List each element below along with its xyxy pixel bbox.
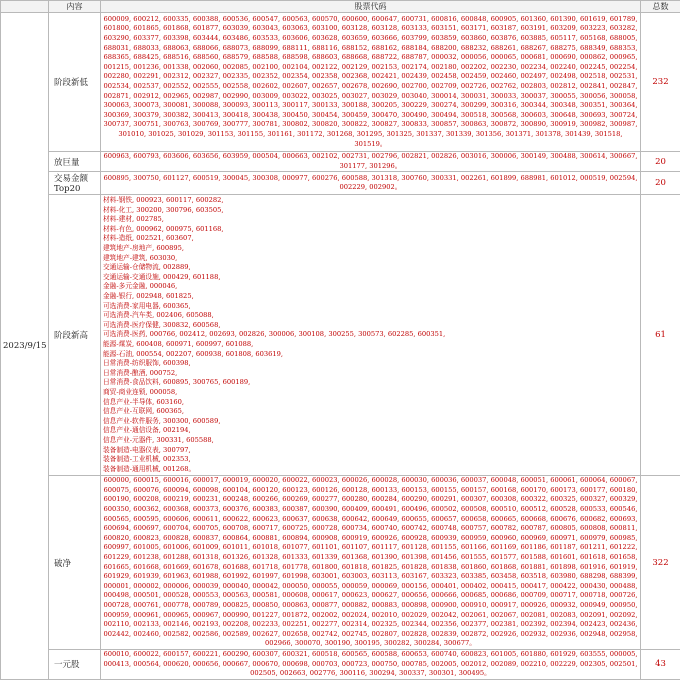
count-cell: 322 <box>641 476 680 650</box>
codes-cell: 600009, 600212, 600335, 600388, 600536, 600547, 600563, 600570, 600600, 600647, 600731, 600816, 600848, 600905, 601360, 601390, 601619, 601789, 601800, 601865, 601868, 601877, 603039, 603043, 603063, 603100, 603128, 603128, 603133, 603151, 603171, 603187, 603191, 603209, 603223, 603282, 603290, 603377, 603398, 603444, 603486, 603533, 603606, 603628, 603659, 603666, 603799, 603859, 603860, 603876, 603885, 605117, 605168, 688005, 688031, 688033, 688063, 688066, 688073, 688099, 688111, 688116, 688152, 688162, 688184, 688200, 688232, 688261, 688267, 688275, 688349, 688353, 688365, 688425, 688516, 688560, 688579, 688588, 688598, 688603, 688668, 688722, 688787, 000032, 000056, 000065, 000681, 000690, 000862, 000965, 001215, 001236, 001338, 002060, 002085, 002100, 002104, 002122, 002129, 002153, 002174, 002180, 002202, 002230, 002234, 002240, 002245, 002254, 002280, 002291, 002312, 002327, 002335, 002352, 002354, 002358, 002368, 002421, 002439, 002458, 002459, 002460, 002497, 002498, 002518, 002531, 002534, 002537, 002552, 002555, 002558, 002602, 002607, 002657, 002678, 002690, 002700, 002709, 002726, 002762, 002803, 002812, 002841, 002847, 002871, 002912, 002965, 002987, 002990, 003009, 003022, 003025, 003027, 003029, 003040, 300014, 300031, 300033, 300037, 300055, 300056, 300058, 300063, 300073, 300081, 300088, 300093, 300113, 300117, 300133, 300188, 300205, 300229, 300274, 300299, 300316, 300344, 300348, 300351, 300364, 300369, 300379, 300382, 300413, 300418, 300438, 300450, 300454, 300459, 300470, 300490, 300494, 300518, 300568, 300603, 300648, 300693, 300724, 300737, 300751, 300763, 300769, 300777, 300781, 300802, 300820, 300822, 300827, 300833, 300857, 300863, 300872, 300890, 300919, 300982, 300987, 301010, 301025, 301029, 301153, 301155, 301161, 301172, 301268, 301295, 301325, 301337, 301339, 301356, 301371, 301378, 301439, 301518, 301519。 <box>101 13 641 152</box>
industry-line: 材料-化工, 300200, 300796, 603505, <box>103 206 638 216</box>
table-row <box>1 172 680 195</box>
industry-line: 信息产业-元器件, 300331, 605588, <box>103 436 638 446</box>
industry-line: 能源-石油, 000554, 002207, 600938, 601808, 603619, <box>103 350 638 360</box>
industry-line: 可选消费-汽车类, 002406, 605088, <box>103 311 638 321</box>
industry-line: 信息产业-半导体, 603160, <box>103 398 638 408</box>
industry-line: 信息产业-软件服务, 300300, 600589, <box>103 417 638 427</box>
date-cell: 2023/9/15 <box>1 13 49 680</box>
table-row <box>1 476 680 650</box>
header-codes: 股票代码 <box>101 1 641 13</box>
header-row <box>1 1 680 13</box>
count-cell: 232 <box>641 13 680 152</box>
count-cell: 61 <box>641 195 680 476</box>
codes-cell: 600963, 600793, 603606, 603656, 603959, 000504, 000663, 002102, 002731, 002796, 002821, 002826, 003016, 300006, 300149, 300488, 300614, 300667, 301177, 301296。 <box>101 152 641 172</box>
category-cell: 一元股 <box>49 649 101 679</box>
table-row <box>1 152 680 172</box>
industry-line: 信息产业-通信设备, 002194, <box>103 426 638 436</box>
industry-line: 金融-多元金融, 000046, <box>103 282 638 292</box>
industry-line: 可选消费-医疗保健, 300832, 600568, <box>103 321 638 331</box>
industry-line: 商贸-商业连锁, 000058, <box>103 388 638 398</box>
industry-line: 装备制造-电器仪表, 300797, <box>103 446 638 456</box>
category-cell: 阶段新低 <box>49 13 101 152</box>
codes-cell <box>101 195 641 476</box>
industry-line: 建筑地产-房地产, 600895, <box>103 244 638 254</box>
header-total: 总数 <box>641 1 680 13</box>
category-cell: 放巨量 <box>49 152 101 172</box>
industry-line: 能源-煤炭, 600408, 600971, 600997, 601088, <box>103 340 638 350</box>
table-row <box>1 195 680 476</box>
industry-line: 材料-钢铁, 000923, 600117, 600282, <box>103 196 638 206</box>
codes-cell: 600010, 600022, 600157, 600221, 600290, 600307, 600321, 600518, 600565, 600588, 600653, 600740, 600823, 601005, 601880, 601929, 603555, 000005, 000413, 000564, 000620, 000656, 000667, 000670, 000698, 000703, 000723, 000750, 000785, 002005, 002012, 002089, 002210, 002229, 002305, 002501, 002505, 002663, 002776, 300116, 300294, 300337, 300301, 300495。 <box>101 649 641 679</box>
industry-line: 日常消费-食品饮料, 600895, 300765, 600189, <box>103 378 638 388</box>
industry-line: 可选消费-医药, 000766, 002412, 002693, 002826, 300006, 300108, 300255, 300573, 602285, 600351, <box>103 330 638 340</box>
count-cell: 43 <box>641 649 680 679</box>
industry-line: 信息产业-互联网, 600365, <box>103 407 638 417</box>
industry-line: 材料-有色, 000962, 000975, 601168, <box>103 225 638 235</box>
industry-line: 材料-建材, 002785, <box>103 215 638 225</box>
count-cell: 20 <box>641 172 680 195</box>
industry-line: 装备制造-工业机械, 002353, <box>103 455 638 465</box>
header-date <box>1 1 49 13</box>
industry-line: 日常消费-纺织服饰, 600398, <box>103 359 638 369</box>
category-cell: 交易金额Top20 <box>49 172 101 195</box>
industry-line: 日常消费-酿酒, 000752, <box>103 369 638 379</box>
codes-cell: 600000, 600015, 600016, 600017, 600019, 600020, 600022, 600023, 600026, 600028, 600030, 600036, 600037, 600048, 600051, 600061, 600064, 600067, 600075, 600076, 600094, 600098, 600104, 600120, 600123, 600126, 600128, 600133, 600153, 600155, 600157, 600168, 600170, 600173, 600177, 600180, 600190, 600208, 600219, 600231, 600248, 600266, 600269, 600277, 600280, 600284, 600290, 600291, 600307, 600308, 600322, 600325, 600327, 600329, 600350, 600362, 600368, 600373, 600376, 600383, 600387, 600390, 600409, 600491, 600496, 600502, 600508, 600510, 600512, 600528, 600533, 600546, 600565, 600595, 600606, 600611, 600622, 600623, 600637, 600638, 600642, 600649, 600655, 600657, 600658, 600665, 600668, 600676, 600682, 600693, 600694, 600697, 600704, 600705, 600708, 600717, 600725, 600728, 600734, 600740, 600742, 600748, 600757, 600782, 600787, 600805, 600808, 600811, 600820, 600823, 600828, 600837, 600864, 600881, 600894, 600908, 600919, 600926, 600928, 600939, 600959, 600960, 600969, 600971, 600979, 600985, 600997, 601005, 601006, 601009, 601011, 601018, 601077, 601101, 601107, 601117, 601128, 601155, 601166, 601169, 601186, 601187, 601211, 601222, 601229, 601238, 601288, 601318, 601326, 601328, 601333, 601339, 601368, 601390, 601398, 601456, 601555, 601577, 601588, 601601, 601618, 601658, 601665, 601668, 601669, 601678, 601688, 601718, 601778, 601800, 601818, 601825, 601828, 601838, 601860, 601868, 601881, 601898, 601916, 601919, 601929, 601939, 601963, 601988, 601992, 601997, 601998, 603001, 603003, 603113, 603167, 603323, 603385, 603458, 603518, 603980, 688298, 688399, 000001, 000002, 000006, 000039, 000040, 000042, 000050, 000055, 000059, 000069, 000156, 000401, 000402, 000415, 000417, 000422, 000430, 000488, 000498, 000501, 000528, 000553, 000563, 000581, 000608, 000617, 000623, 000627, 000656, 000666, 000685, 000686, 000709, 000717, 000718, 000726, 000728, 000761, 000778, 000789, 000825, 000850, 000863, 000877, 000882, 000883, 000898, 000900, 000910, 000917, 000926, 000932, 000949, 000950, 000959, 000961, 000965, 000967, 000990, 001227, 001872, 002002, 002024, 002010, 002029, 002042, 002061, 002067, 002081, 002083, 002091, 002092, 002110, 002133, 002146, 002193, 002208, 002233, 002251, 002277, 002314, 002325, 002344, 002356, 002377, 002381, 002392, 002394, 002423, 002436, 002442, 002460, 002582, 002586, 002589, 002627, 002658, 002742, 002745, 002807, 002828, 002839, 002872, 002926, 002932, 002936, 002948, 002958, 002966, 300070, 300190, 300195, 300282, 300284, 300677。 <box>101 476 641 650</box>
table-row <box>1 649 680 679</box>
industry-line: 材料-造纸, 002521, 603607, <box>103 234 638 244</box>
codes-cell: 600895, 300750, 601127, 600519, 300045, 300308, 000977, 600276, 600588, 301318, 300760, 300331, 002261, 601899, 688981, 601012, 000519, 002594, 002229, 002902。 <box>101 172 641 195</box>
count-cell: 20 <box>641 152 680 172</box>
industry-line: 金融-银行, 002948, 601825, <box>103 292 638 302</box>
industry-line: 交通运输-交通设施, 000429, 601188, <box>103 273 638 283</box>
industry-line: 交通运输-仓储物流, 002889, <box>103 263 638 273</box>
header-content: 内容 <box>49 1 101 13</box>
table-row <box>1 13 680 152</box>
industry-line: 装备制造-通用机械, 001268。 <box>103 465 638 475</box>
industry-line: 建筑地产-建筑, 603030, <box>103 254 638 264</box>
category-cell: 破净 <box>49 476 101 650</box>
industry-line: 可选消费-家用电器, 600365, <box>103 302 638 312</box>
category-cell: 阶段新高 <box>49 195 101 476</box>
